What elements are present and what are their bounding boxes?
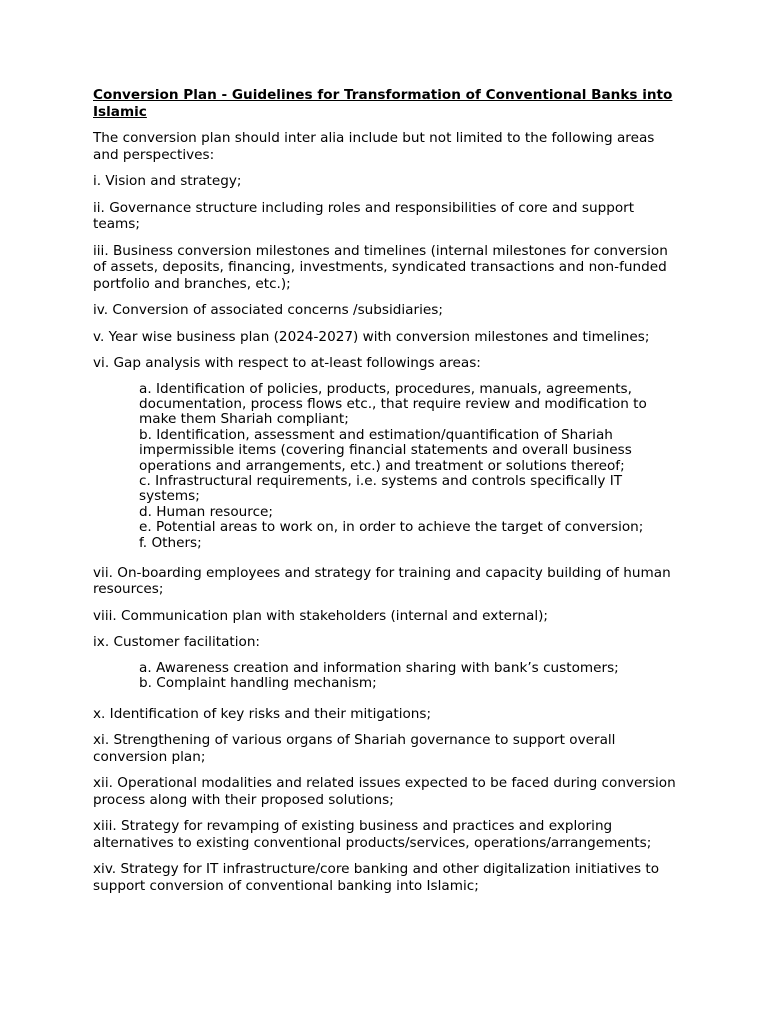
customer-facilitation-sublist xyxy=(139,661,683,692)
list-item-v: v. Year wise business plan (2024-2027) with conversion milestones and timelines; xyxy=(93,328,650,345)
list-item-vi: vi. Gap analysis with respect to at-least followings areas: xyxy=(93,355,481,371)
gap-subitem-c: c. Infrastructural requirements, i.e. systems and controls specifically IT systems; xyxy=(139,472,623,505)
list-item-xiii: xiii. Strategy for revamping of existing business and practices and exploring alternatives to existing conventional products/services, operations/arrangements; xyxy=(93,818,652,851)
list-item-xi: xi. Strengthening of various organs of Shariah governance to support overall conversion plan; xyxy=(93,732,616,765)
list-item-x: x. Identification of key risks and their mitigations; xyxy=(93,705,432,722)
list-item-ii: ii. Governance structure including roles and responsibilities of core and support teams; xyxy=(93,199,635,232)
list-item-xiv: xiv. Strategy for IT infrastructure/core banking and other digitalization initiatives to support conversion of conventional banking into Islamic; xyxy=(93,861,660,894)
list-item-ix: ix. Customer facilitation: xyxy=(93,634,261,651)
customer-subitem-a: a. Awareness creation and information sharing with bank’s customers; xyxy=(139,659,619,676)
gap-subitem-e: e. Potential areas to work on, in order to achieve the target of conversion; xyxy=(139,519,644,536)
intro-paragraph: The conversion plan should inter alia include but not limited to the following areas and perspectives: xyxy=(93,130,655,163)
customer-subitem-b: b. Complaint handling mechanism; xyxy=(139,675,377,692)
list-item-viii: viii. Communication plan with stakeholders (internal and external); xyxy=(93,607,548,624)
gap-subitem-a: a. Identification of policies, products, procedures, manuals, agreements, documentation, process flows etc., that require review and modification to make them Shariah compliant; xyxy=(139,380,647,428)
list-item-iii: iii. Business conversion milestones and timelines (internal milestones for conversion of assets, deposits, financing, investments, syndicated transactions and non-funded portfolio and branches, etc.); xyxy=(93,242,668,292)
list-item-iv: iv. Conversion of associated concerns /subsidiaries; xyxy=(93,302,443,318)
list-item-i: i. Vision and strategy; xyxy=(93,173,242,189)
list-item-vii: vii. On-boarding employees and strategy for training and capacity building of human resources; xyxy=(93,564,671,598)
gap-analysis-sublist xyxy=(139,382,683,551)
list-item-xii: xii. Operational modalities and related issues expected to be faced during conversion process along with their proposed solutions; xyxy=(93,775,676,808)
gap-subitem-b: b. Identification, assessment and estimation/quantification of Shariah impermissible items (covering financial statements and overall business operations and arrangements, etc.) and treatment or solutions thereof; xyxy=(139,426,632,474)
document-page xyxy=(93,87,683,904)
document-title: Conversion Plan - Guidelines for Transformation of Conventional Banks into Islamic xyxy=(93,87,673,120)
gap-subitem-d: d. Human resource; xyxy=(139,503,273,520)
gap-subitem-f: f. Others; xyxy=(139,534,202,551)
